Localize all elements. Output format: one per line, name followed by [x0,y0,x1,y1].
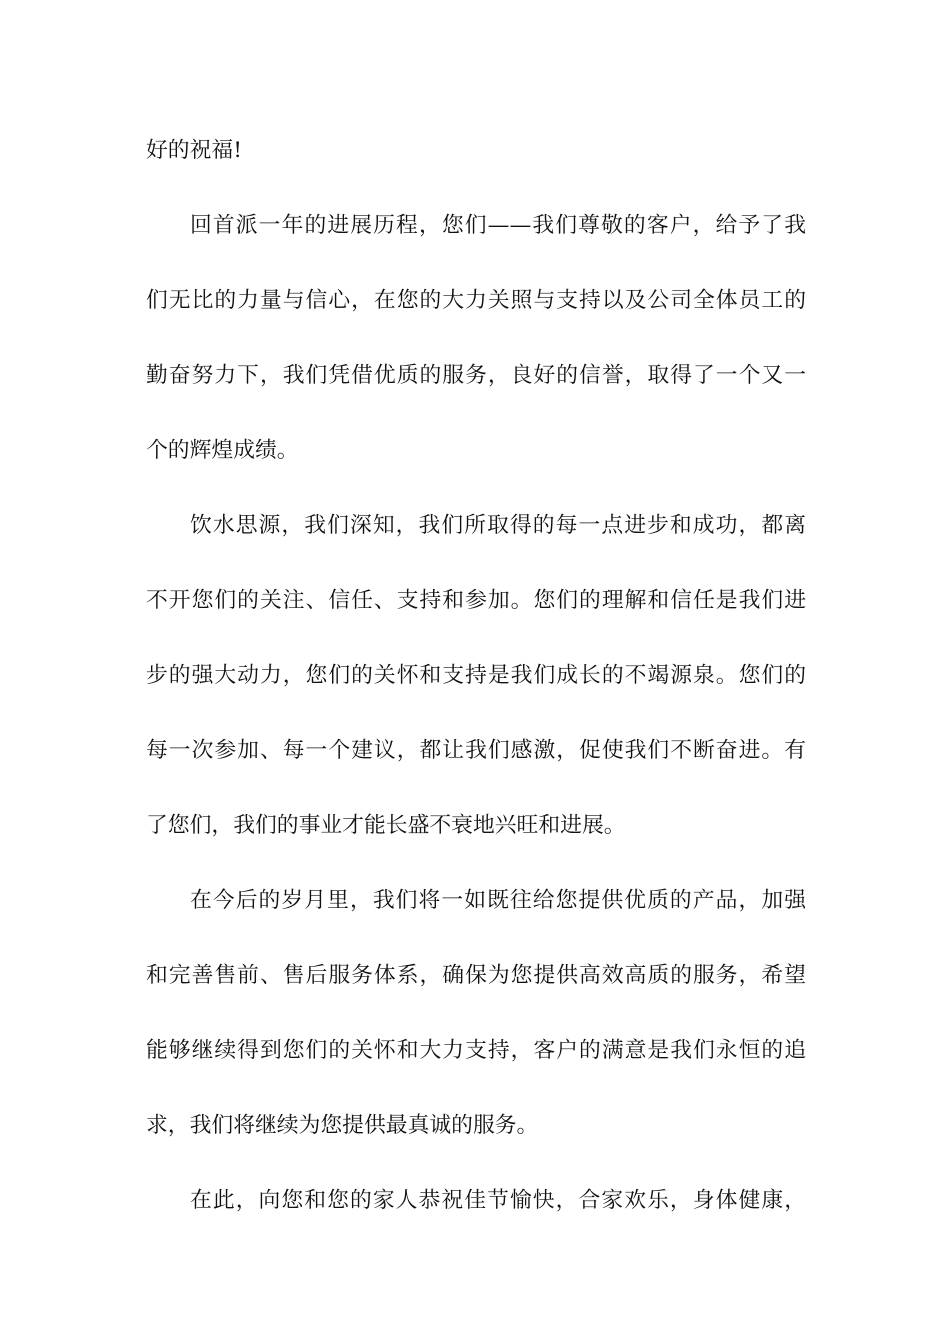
text-line: 在此，向您和您的家人恭祝佳节愉快，合家欢乐，身体健康， [190,1188,806,1213]
text-line: 回首派一年的进展历程，您们——我们尊敬的客户，给予了我 [190,213,806,238]
text-line: 饮水思源，我们深知，我们所取得的每一点进步和成功，都离 [190,513,806,538]
letter-body [146,128,806,1253]
text-line: 了您们，我们的事业才能长盛不衰地兴旺和进展。 [146,813,626,838]
text-line: 能够继续得到您们的关怀和大力支持，客户的满意是我们永恒的追 [146,1038,806,1063]
text-line: 个的辉煌成绩。 [146,438,299,463]
text-line: 好的祝福! [146,138,242,163]
text-line: 步的强大动力，您们的关怀和支持是我们成长的不竭源泉。您们的 [146,663,806,688]
text-line: 和完善售前、售后服务体系，确保为您提供高效高质的服务，希望 [146,963,806,988]
text-line: 勤奋努力下，我们凭借优质的服务，良好的信誉，取得了一个又一 [146,363,806,388]
text-line: 不开您们的关注、信任、支持和参加。您们的理解和信任是我们进 [146,588,806,613]
text-line: 们无比的力量与信心，在您的大力关照与支持以及公司全体员工的 [146,288,806,313]
text-line: 在今后的岁月里，我们将一如既往给您提供优质的产品，加强 [190,888,806,913]
text-line: 每一次参加、每一个建议，都让我们感激，促使我们不断奋进。有 [146,738,806,763]
text-line: 求，我们将继续为您提供最真诚的服务。 [146,1113,539,1138]
